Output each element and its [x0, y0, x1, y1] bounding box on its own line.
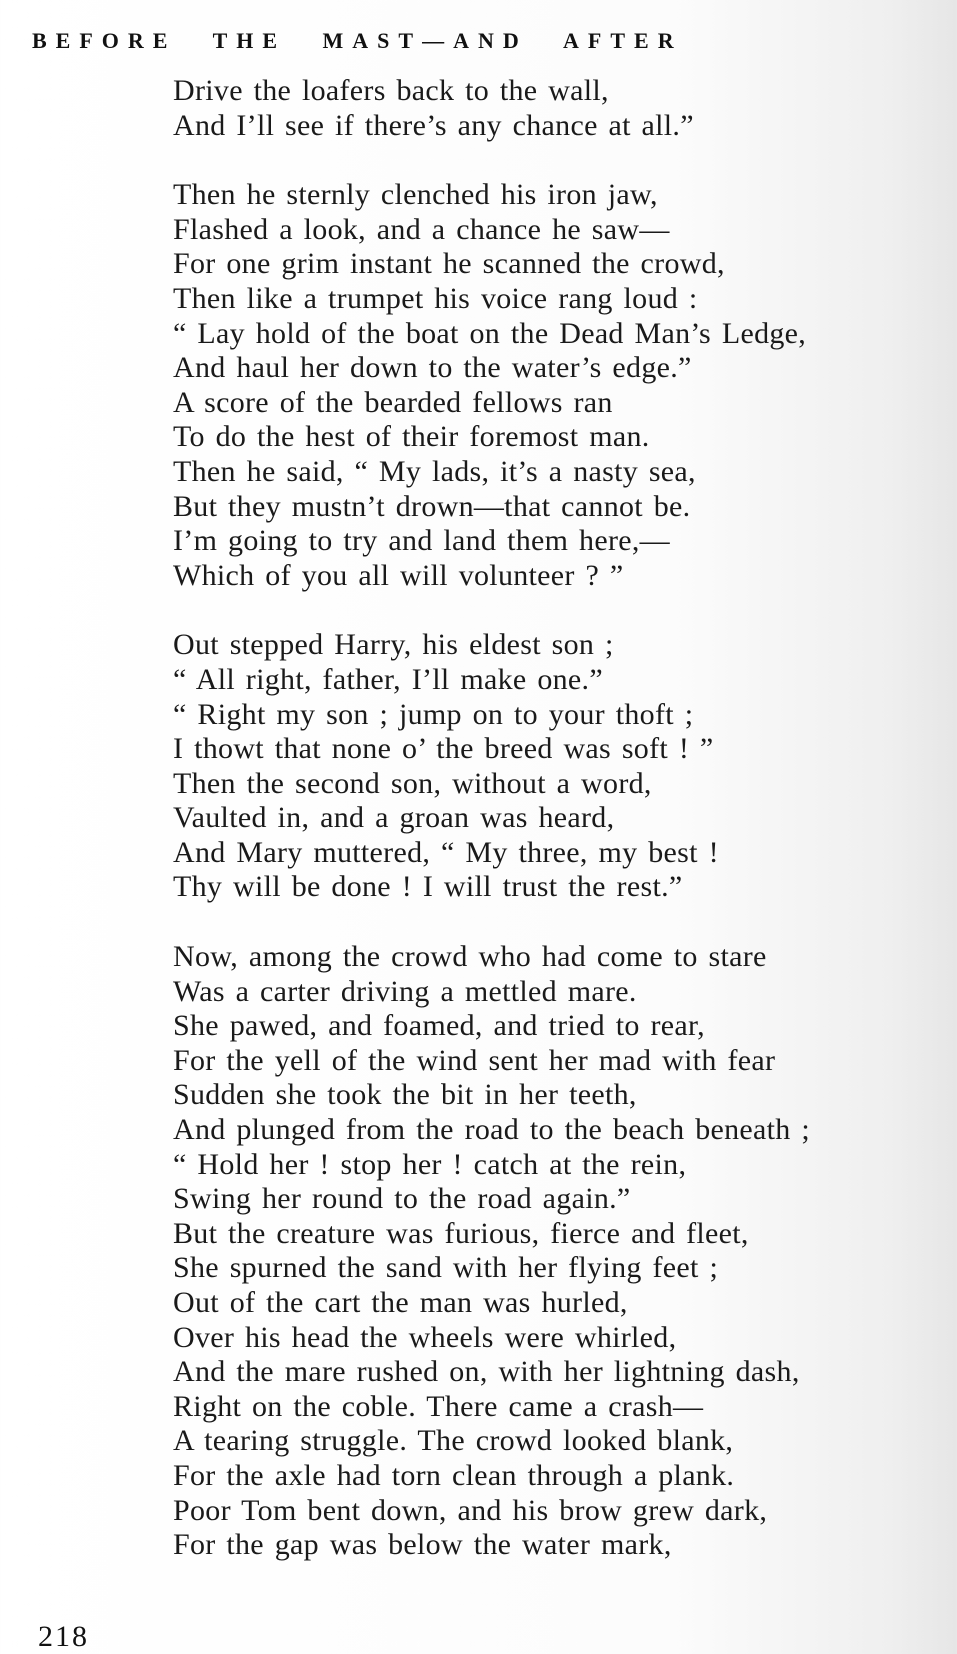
- poem-line: Now, among the crowd who had come to stare: [173, 940, 767, 974]
- poem-line: Sudden she took the bit in her teeth,: [173, 1078, 637, 1112]
- poem-line: For the axle had torn clean through a plank.: [173, 1458, 735, 1492]
- poem-line: Poor Tom bent down, and his brow grew dark,: [173, 1493, 768, 1527]
- poem-line: Vaulted in, and a groan was heard,: [173, 801, 615, 835]
- poem-line: For the yell of the wind sent her mad with fear: [173, 1043, 776, 1077]
- poem-line: For the gap was below the water mark,: [173, 1528, 672, 1562]
- poem-line: “ Lay hold of the boat on the Dead Man’s Ledge,: [173, 316, 807, 350]
- poem-line: But the creature was furious, fierce and fleet,: [173, 1216, 749, 1250]
- poem-line: Thy will be done ! I will trust the rest.”: [173, 870, 683, 904]
- poem-line: A score of the bearded fellows ran: [173, 385, 613, 419]
- stanza-1: [173, 74, 953, 143]
- page-number: 218: [38, 1620, 89, 1653]
- poem-line: “ Right my son ; jump on to your thoft ;: [173, 697, 694, 731]
- poem-line: And Mary muttered, “ My three, my best !: [173, 835, 719, 869]
- poem-line: Then he said, “ My lads, it’s a nasty sea,: [173, 454, 696, 488]
- poem-line: She spurned the sand with her flying feet ;: [173, 1251, 719, 1285]
- poem-line: Over his head the wheels were whirled,: [173, 1320, 677, 1354]
- poem-line: Out of the cart the man was hurled,: [173, 1286, 628, 1319]
- poem-line: She pawed, and foamed, and tried to rear,: [173, 1009, 705, 1043]
- poem-line: Was a carter driving a mettled mare.: [173, 974, 637, 1008]
- poem-line: For one grim instant he scanned the crowd,: [173, 247, 725, 281]
- poem-line: I thowt that none o’ the breed was soft ! ”: [173, 732, 714, 766]
- poem-line: Right on the coble. There came a crash—: [173, 1389, 704, 1423]
- poem-line: Flashed a look, and a chance he saw—: [173, 212, 670, 246]
- poem-line: “ All right, father, I’ll make one.”: [173, 662, 603, 696]
- poem-line: I’m going to try and land them here,—: [173, 524, 670, 558]
- poem-line: And I’ll see if there’s any chance at all.”: [173, 108, 694, 142]
- stanza-4: [173, 940, 953, 1563]
- poem-line: A tearing struggle. The crowd looked blank,: [173, 1424, 734, 1458]
- poem-line: Which of you all will volunteer ? ”: [173, 558, 624, 592]
- running-head: BEFORE THE MAST—AND AFTER: [32, 28, 683, 53]
- poem-line: To do the hest of their foremost man.: [173, 420, 650, 454]
- poem-line: But they mustn’t drown—that cannot be.: [173, 489, 691, 523]
- stanza-3: [173, 628, 953, 905]
- poem-line: And haul her down to the water’s edge.”: [173, 351, 692, 385]
- poem-line: And the mare rushed on, with her lightning dash,: [173, 1355, 800, 1389]
- poem-line: Then he sternly clenched his iron jaw,: [173, 178, 658, 212]
- poem-body: [173, 74, 953, 1598]
- stanza-2: [173, 178, 953, 593]
- poem-line: Out stepped Harry, his eldest son ;: [173, 628, 614, 662]
- poem-line: “ Hold her ! stop her ! catch at the rein,: [173, 1147, 687, 1181]
- poem-line: Then like a trumpet his voice rang loud :: [173, 281, 698, 315]
- poem-line: Swing her round to the road again.”: [173, 1182, 631, 1216]
- poem-line: Then the second son, without a word,: [173, 766, 652, 800]
- poem-line: And plunged from the road to the beach beneath ;: [173, 1113, 811, 1147]
- poem-line: Drive the loafers back to the wall,: [173, 74, 609, 107]
